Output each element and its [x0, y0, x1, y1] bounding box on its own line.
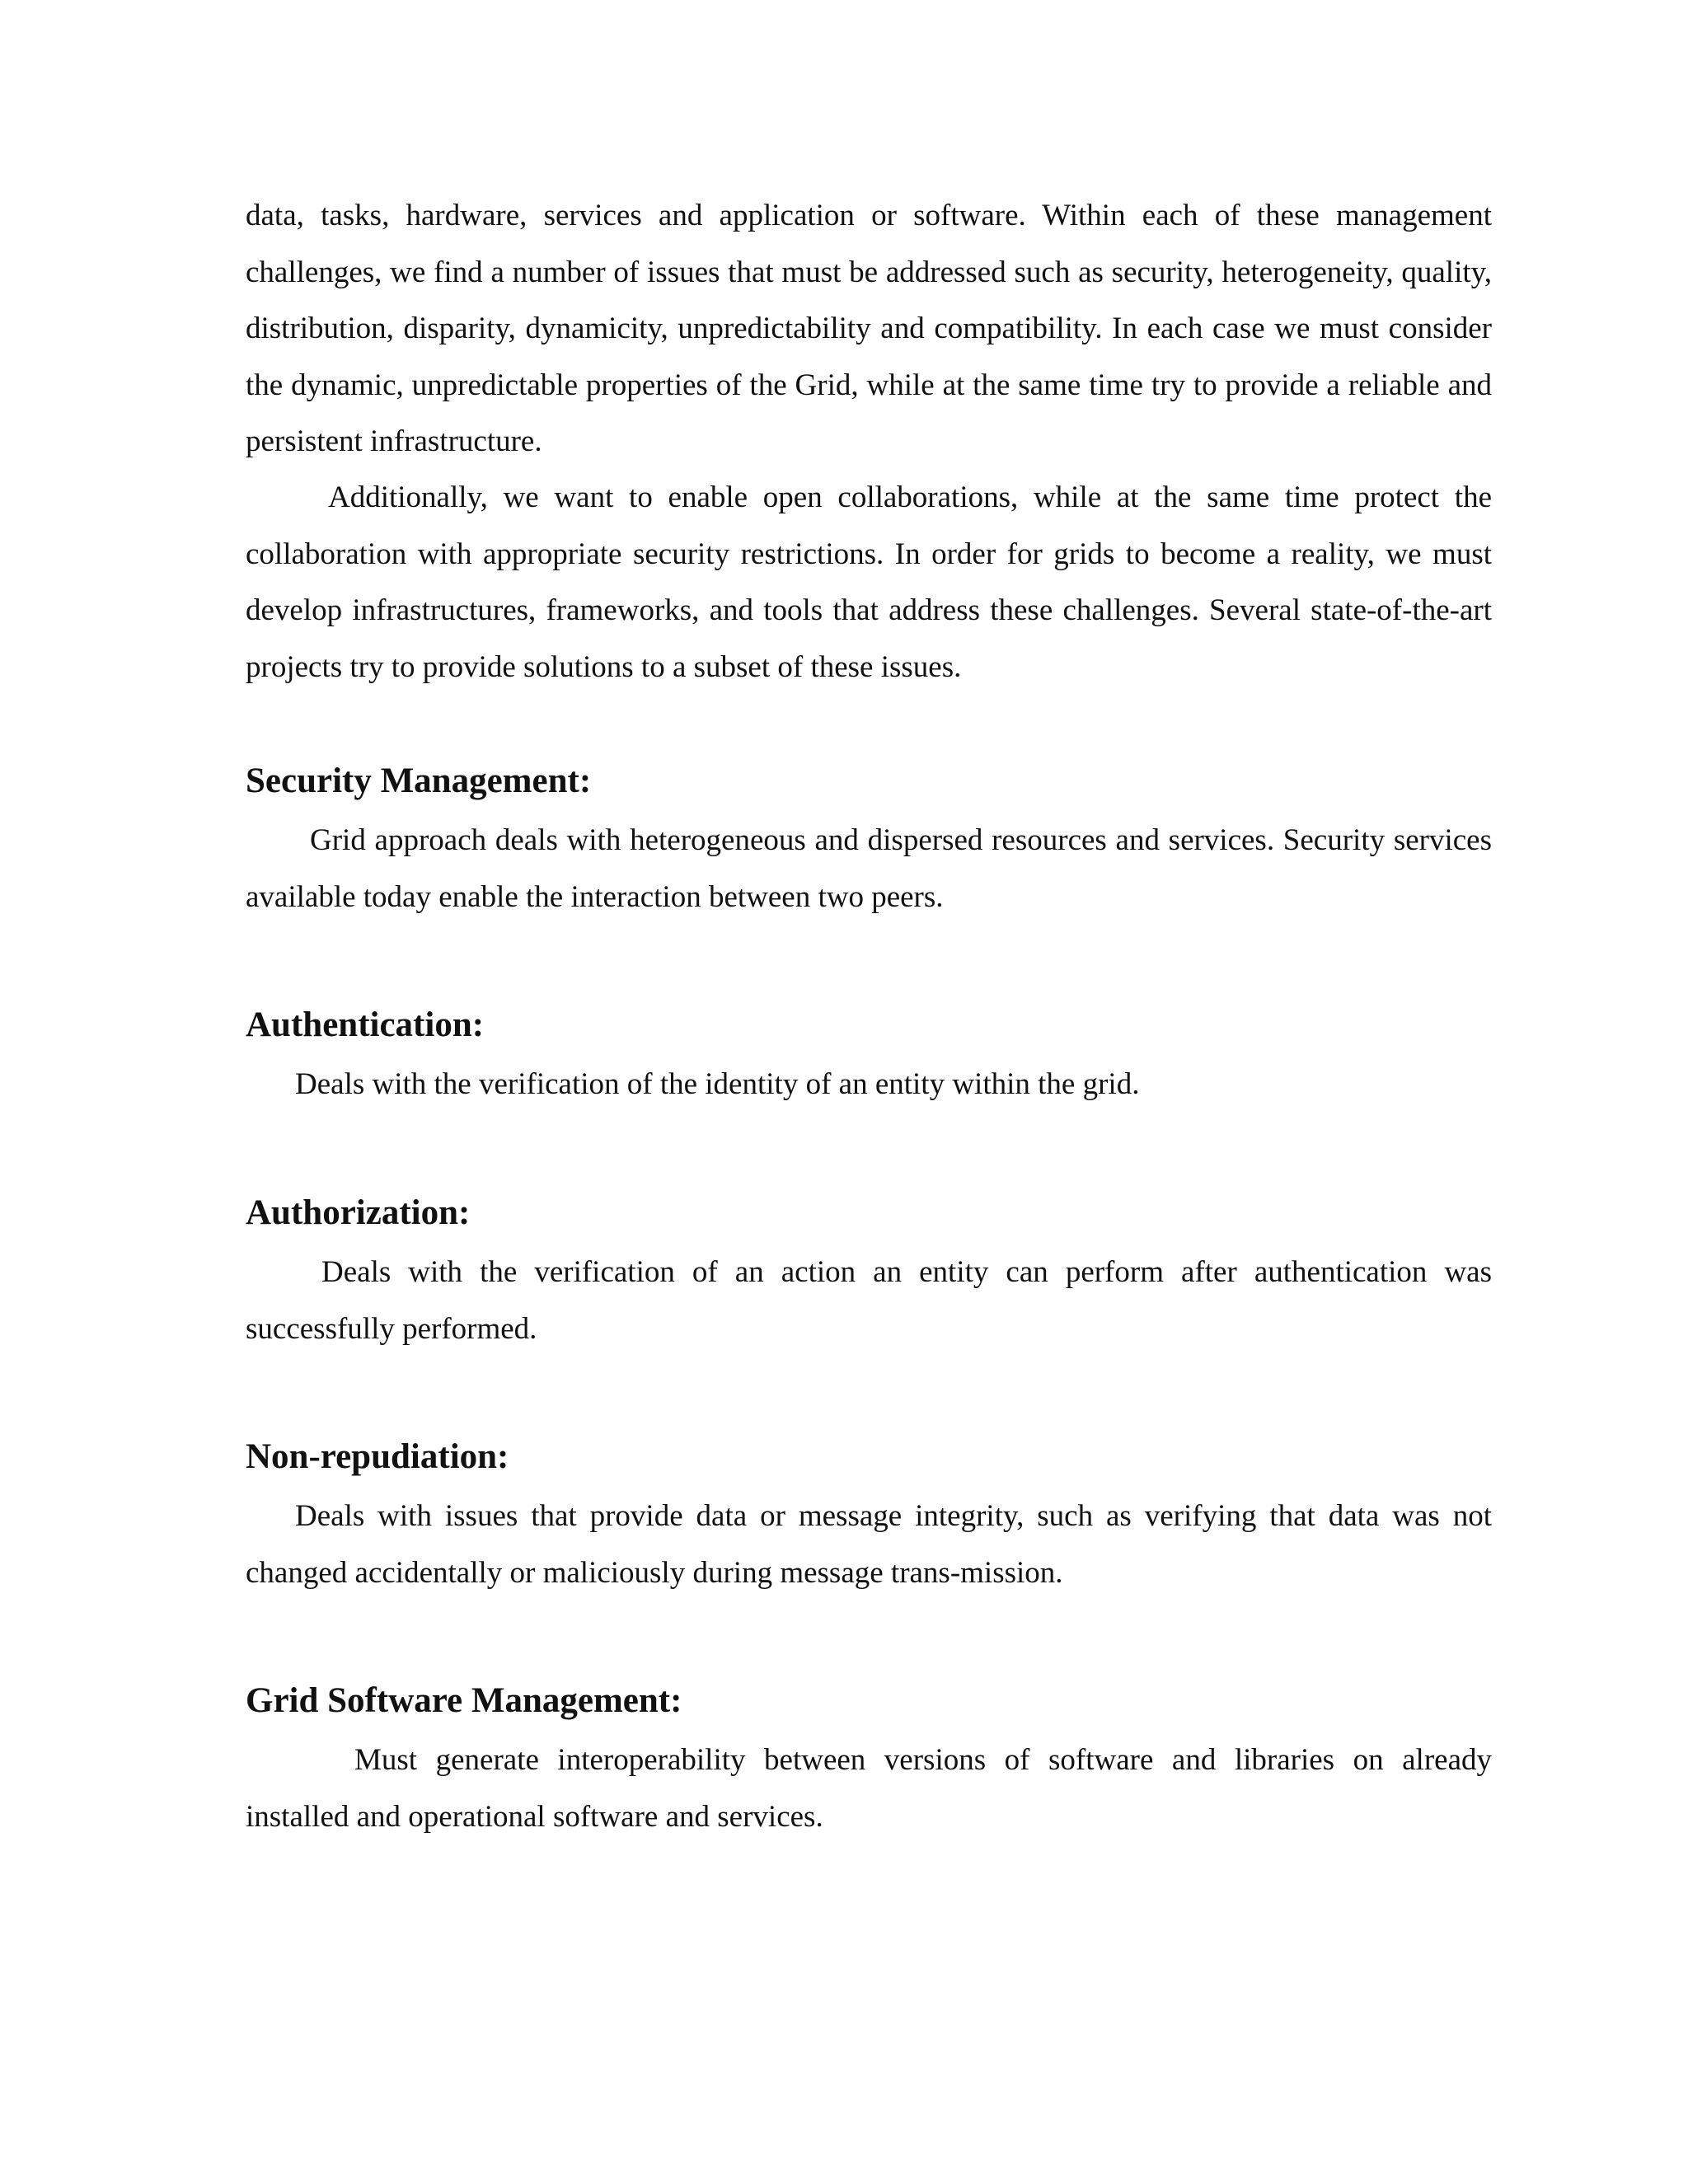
section-body: Grid approach deals with heterogeneous and dispersed resources and services. Security services available today enable the interaction between two peers. — [246, 823, 1492, 914]
section-security-management — [246, 757, 1492, 926]
intro-paragraph-1: data, tasks, hardware, services and application or software. Within each of these management challenges, we find a number of issues that must be addressed such as security, heterogeneity, quality, distribution, disparity, dynamicity, unpredictability and compatibility. In each case we must consider the dynamic, unpredictable properties of the Grid, while at the same time try to provide a reliable and persistent infrastructure. — [246, 199, 1492, 458]
section-body: Deals with the verification of the identity of an entity within the grid. — [295, 1067, 1140, 1101]
section-heading: Authentication: — [246, 1005, 485, 1044]
section-authentication — [246, 1001, 1492, 1113]
section-body: Deals with issues that provide data or message integrity, such as verifying that data was not changed accidentally or maliciously during message trans-mission. — [246, 1499, 1492, 1590]
section-heading: Grid Software Management: — [246, 1681, 682, 1720]
section-body: Deals with the verification of an action an entity can perform after authentication was successfully performed. — [246, 1255, 1492, 1346]
section-heading: Authorization: — [246, 1193, 471, 1232]
intro-paragraph-2-block — [246, 470, 1492, 696]
intro-paragraph-1-block — [246, 188, 1492, 471]
section-body: Must generate interoperability between versions of software and libraries on already installed and operational software and services. — [246, 1743, 1492, 1834]
section-heading: Non-repudiation: — [246, 1437, 509, 1476]
intro-paragraph-2: Additionally, we want to enable open collaborations, while at the same time protect the collaboration with appropriate security restrictions. In order for grids to become a reality, we must develop infrastructures, frameworks, and tools that address these challenges. Several state-of-the-art projects try to provide solutions to a subset of these issues. — [246, 480, 1492, 684]
section-grid-software-management — [246, 1676, 1492, 1845]
section-non-repudiation — [246, 1432, 1492, 1601]
section-authorization — [246, 1188, 1492, 1357]
section-heading: Security Management: — [246, 762, 592, 800]
